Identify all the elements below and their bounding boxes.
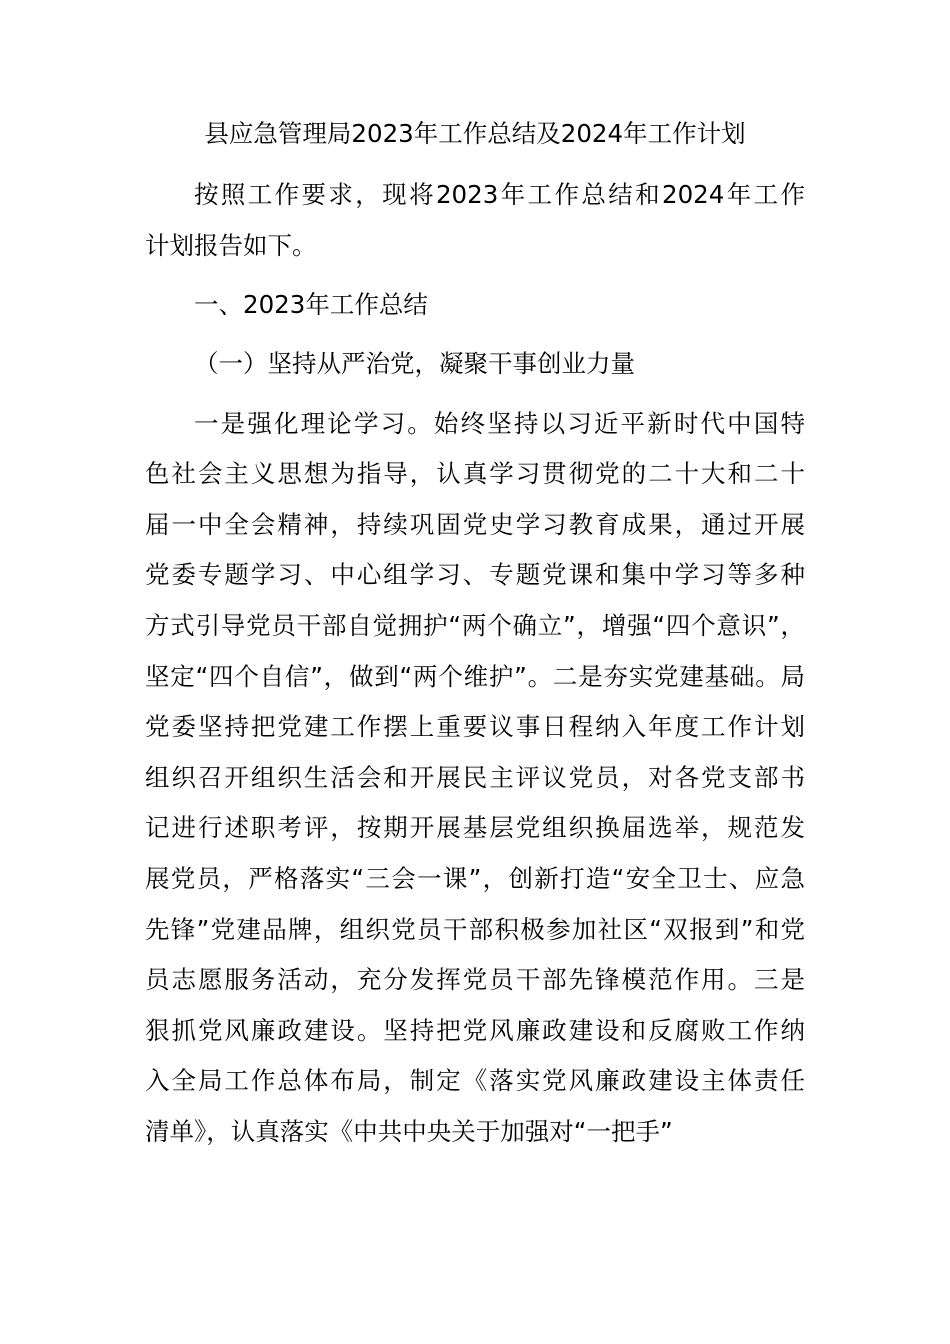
body-line-1: 一是强化理论学习。始终坚持以习近平新时代中国特: [194, 409, 805, 438]
body-line-5: 方式引导党员干部自觉拥护“两个确立”，增强“四个意识”，: [145, 611, 805, 640]
body-line-12: 员志愿服务活动，充分发挥党员干部先锋模范作用。三是: [145, 965, 805, 994]
body-line-3: 届一中全会精神，持续巩固党史学习教育成果，通过开展: [145, 510, 805, 539]
intro-line-1: 按照工作要求，现将2023年工作总结和2024年工作: [194, 180, 805, 209]
subsection-heading: （一）坚持从严治党，凝聚干事创业力量: [194, 349, 635, 378]
body-line-14: 入全局工作总体布局，制定《落实党风廉政建设主体责任: [145, 1066, 805, 1095]
body-line-15: 清单》，认真落实《中共中央关于加强对“一把手”: [145, 1117, 673, 1146]
intro-line-2: 计划报告如下。: [145, 231, 317, 260]
body-line-6: 坚定“四个自信”，做到“两个维护”。二是夯实党建基础。局: [145, 662, 805, 691]
body-line-11: 先锋”党建品牌，组织党员干部积极参加社区“双报到”和党: [145, 915, 805, 944]
body-line-7: 党委坚持把党建工作摆上重要议事日程纳入年度工作计划: [145, 712, 805, 741]
section-heading: 一、2023年工作总结: [194, 290, 428, 319]
document-title: 县应急管理局2023年工作总结及2024年工作计划: [204, 119, 746, 148]
body-line-10: 展党员，严格落实“三会一课”，创新打造“安全卫士、应急: [145, 864, 805, 893]
body-line-8: 组织召开组织生活会和开展民主评议党员，对各党支部书: [145, 763, 805, 792]
body-line-9: 记进行述职考评，按期开展基层党组织换届选举，规范发: [145, 813, 805, 842]
body-line-4: 党委专题学习、中心组学习、专题党课和集中学习等多种: [145, 560, 805, 589]
body-line-2: 色社会主义思想为指导，认真学习贯彻党的二十大和二十: [145, 459, 805, 488]
body-line-13: 狠抓党风廉政建设。坚持把党风廉政建设和反腐败工作纳: [145, 1016, 805, 1045]
